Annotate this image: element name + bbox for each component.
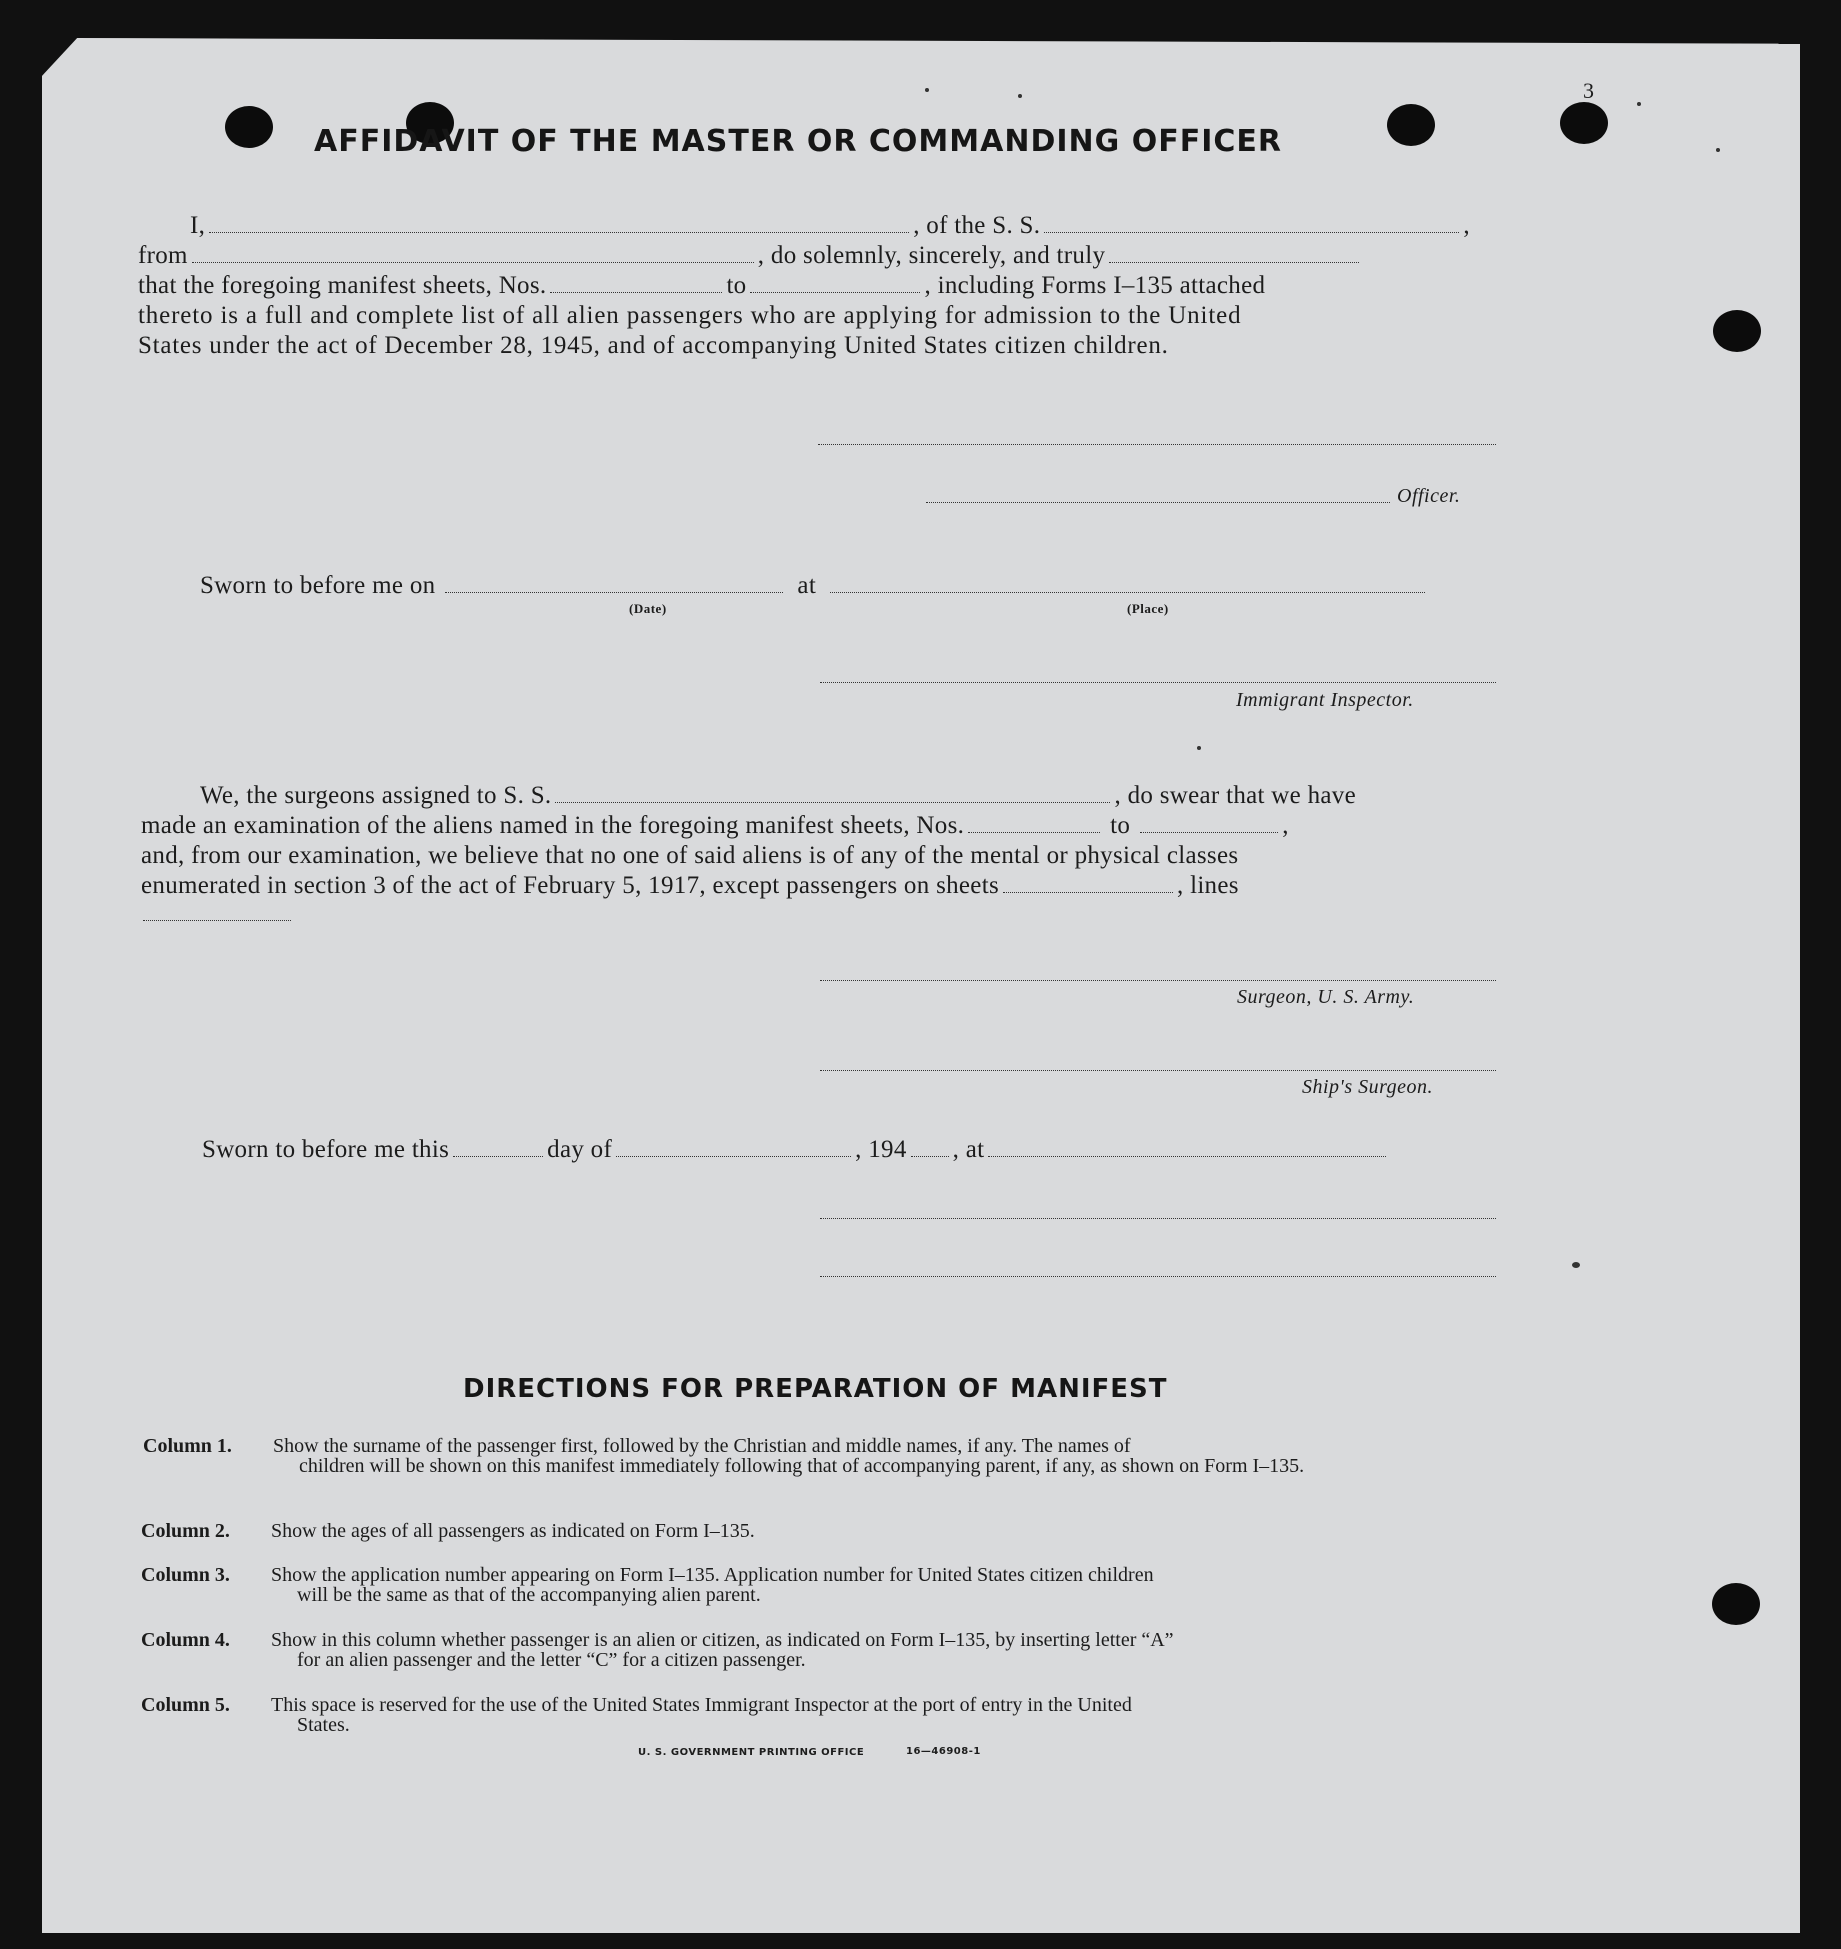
word-to: to bbox=[726, 272, 747, 299]
sworn-place-blank bbox=[830, 591, 1425, 593]
date-caption: (Date) bbox=[629, 601, 667, 616]
direction-item-3 bbox=[141, 1565, 1501, 1607]
affidavit-line-1 bbox=[190, 212, 1470, 240]
except-sheets-blank bbox=[1003, 891, 1173, 893]
word-enum: enumerated in section 3 of the act of February 5, 1917, except passengers on sheets bbox=[141, 872, 999, 899]
word-foregoing: that the foregoing manifest sheets, Nos. bbox=[138, 272, 547, 299]
direction-text-cont: children will be shown on this manifest immediately following that of accompanying parent, if any, as shown on Form I–135. bbox=[299, 1455, 1305, 1477]
direction-item-5 bbox=[141, 1695, 1501, 1737]
directions-title: DIRECTIONS FOR PREPARATION OF MANIFEST bbox=[463, 1374, 1168, 1404]
punch-hole bbox=[1560, 102, 1608, 144]
army-surgeon-caption: Surgeon, U. S. Army. bbox=[1237, 986, 1415, 1008]
word-day-of: day of bbox=[547, 1136, 613, 1163]
surgeons-line-3: and, from our examination, we believe that no one of said aliens is of any of the mental or physical classes bbox=[141, 842, 1239, 869]
word-of-ss: , of the S. S. bbox=[913, 212, 1041, 239]
word-lines: , lines bbox=[1176, 872, 1239, 899]
direction-item-2 bbox=[141, 1521, 1501, 1543]
comma: , bbox=[1282, 812, 1289, 839]
page-title: AFFIDAVIT OF THE MASTER OR COMMANDING OFFICER bbox=[314, 124, 1282, 159]
sworn-line-2 bbox=[202, 1136, 1390, 1164]
place-caption: (Place) bbox=[1127, 601, 1169, 616]
ship-surgeon-signature-line bbox=[820, 1070, 1496, 1071]
surgeon-sheet-to-blank bbox=[1140, 831, 1278, 833]
word-solemnly: , do solemnly, sincerely, and truly bbox=[757, 242, 1106, 269]
officer-signature-line bbox=[818, 444, 1496, 445]
direction-label: Column 3. bbox=[141, 1564, 230, 1586]
comma: , bbox=[1463, 212, 1470, 239]
inspector-signature-line bbox=[820, 682, 1496, 683]
direction-text: Show the surname of the passenger first, followed by the Christian and middle names, if any. The names of bbox=[273, 1435, 1131, 1457]
punch-hole bbox=[1387, 104, 1435, 146]
officer-signature-line-2 bbox=[926, 502, 1390, 503]
affidavit-line-5: States under the act of December 28, 1945, and of accompanying United States citizen children. bbox=[138, 332, 1169, 359]
speck bbox=[1716, 148, 1720, 152]
surgeons-line-2 bbox=[141, 812, 1289, 840]
word-made: made an examination of the aliens named in the foregoing manifest sheets, Nos. bbox=[141, 812, 965, 839]
ship-surgeon-caption: Ship's Surgeon. bbox=[1302, 1076, 1434, 1098]
surgeons-line-1 bbox=[200, 782, 1356, 810]
word-at: at bbox=[797, 572, 817, 599]
corner-mark: 3 bbox=[1583, 78, 1595, 103]
punch-hole bbox=[1713, 310, 1761, 352]
year-blank bbox=[911, 1155, 949, 1157]
surgeon-ship-blank bbox=[555, 801, 1110, 803]
word-swear: , do swear that we have bbox=[1114, 782, 1356, 809]
sheet-from-blank bbox=[550, 291, 722, 293]
inspector-caption: Immigrant Inspector. bbox=[1236, 689, 1414, 711]
surgeon-sheet-from-blank bbox=[968, 831, 1100, 833]
direction-text: Show in this column whether passenger is an alien or citizen, as indicated on Form I–135, by inserting letter “A” bbox=[271, 1629, 1174, 1651]
affidavit-line-2 bbox=[138, 242, 1363, 270]
direction-text-cont: for an alien passenger and the letter “C” for a citizen passenger. bbox=[297, 1649, 806, 1671]
word-at: , at bbox=[952, 1136, 985, 1163]
army-surgeon-signature-line bbox=[820, 980, 1496, 981]
direction-item-4 bbox=[141, 1630, 1501, 1672]
affidavit-line-4: thereto is a full and complete list of all alien passengers who are applying for admission to the United bbox=[138, 302, 1242, 329]
speck bbox=[925, 88, 929, 92]
word-sworn: Sworn to before me on bbox=[200, 572, 436, 599]
word-from: from bbox=[138, 242, 188, 269]
ship-name-blank bbox=[1044, 231, 1459, 233]
direction-text-cont: will be the same as that of the accompanying alien parent. bbox=[297, 1584, 761, 1606]
word-i: I, bbox=[190, 212, 206, 239]
direction-text: This space is reserved for the use of the United States Immigrant Inspector at the port of entry in the United bbox=[271, 1694, 1132, 1716]
oath-blank bbox=[1109, 261, 1359, 263]
word-194: , 194 bbox=[855, 1136, 907, 1163]
port-from-blank bbox=[192, 261, 754, 263]
sworn-line-1 bbox=[200, 572, 1429, 600]
word-to: to bbox=[1110, 812, 1131, 839]
punch-hole bbox=[1712, 1583, 1760, 1625]
officer-name-blank bbox=[209, 231, 909, 233]
direction-label: Column 4. bbox=[141, 1629, 230, 1651]
printer-imprint: U. S. GOVERNMENT PRINTING OFFICE bbox=[638, 1747, 865, 1758]
direction-text-cont: States. bbox=[297, 1714, 350, 1736]
word-we: We, the surgeons assigned to S. S. bbox=[200, 782, 552, 809]
sworn2-title-line bbox=[820, 1276, 1496, 1277]
direction-label: Column 5. bbox=[141, 1694, 230, 1716]
direction-label: Column 2. bbox=[141, 1520, 230, 1542]
speck bbox=[1197, 746, 1201, 750]
speck bbox=[1018, 94, 1022, 98]
sheet-to-blank bbox=[750, 291, 920, 293]
direction-text: Show the ages of all passengers as indicated on Form I–135. bbox=[271, 1520, 755, 1542]
surgeons-line-4 bbox=[141, 872, 1239, 900]
day-blank bbox=[453, 1155, 543, 1157]
speck bbox=[1637, 102, 1641, 106]
affidavit-line-3 bbox=[138, 272, 1265, 300]
word-including: , including Forms I–135 attached bbox=[924, 272, 1266, 299]
direction-item-1 bbox=[143, 1436, 1503, 1498]
direction-label: Column 1. bbox=[143, 1435, 232, 1457]
form-code: 16—46908-1 bbox=[906, 1746, 981, 1757]
except-lines-blank bbox=[143, 920, 291, 921]
month-blank bbox=[616, 1155, 851, 1157]
sworn2-place-blank bbox=[988, 1155, 1386, 1157]
punch-hole bbox=[225, 106, 273, 148]
sworn-date-blank bbox=[445, 591, 783, 593]
word-sworn-this: Sworn to before me this bbox=[202, 1136, 450, 1163]
speck bbox=[1572, 1262, 1580, 1268]
sworn2-signature-line bbox=[820, 1218, 1496, 1219]
direction-text: Show the application number appearing on Form I–135. Application number for United States citizen children bbox=[271, 1564, 1154, 1586]
officer-caption: Officer. bbox=[1397, 485, 1461, 507]
